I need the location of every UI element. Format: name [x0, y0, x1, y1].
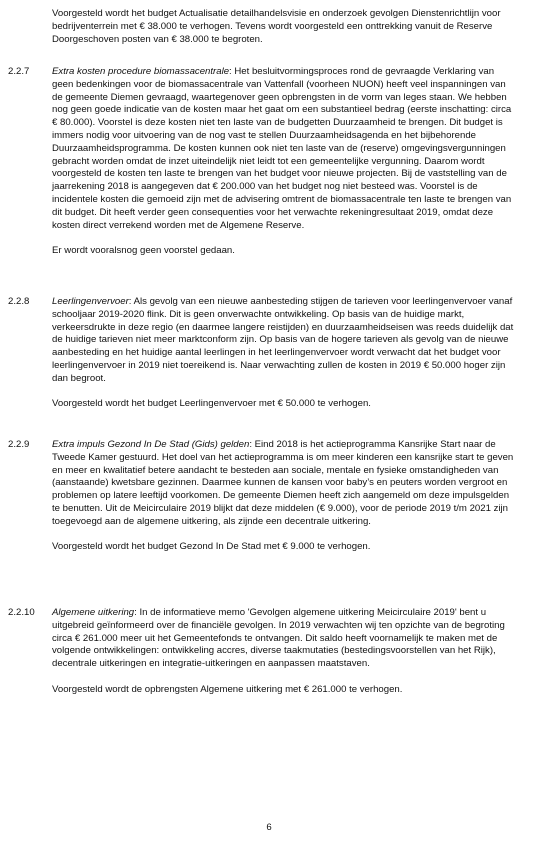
section-content [52, 439, 518, 554]
section-title: Leerlingenvervoer [52, 296, 129, 307]
section-content [52, 296, 518, 411]
section-conclusion: Voorgesteld wordt de opbrengsten Algemene uitkering met € 261.000 te verhogen. [52, 683, 403, 695]
section-conclusion: Voorgesteld wordt het budget Leerlingenvervoer met € 50.000 te verhogen. [52, 398, 371, 410]
intro-paragraph [52, 8, 510, 46]
section-conclusion: Voorgesteld wordt het budget Gezond In De Stad met € 9.000 te verhogen. [52, 541, 371, 553]
section-number: 2.2.9 [8, 439, 30, 450]
section-number: 2.2.7 [8, 66, 30, 77]
section-title: Extra impuls Gezond In De Stad (Gids) gelden [52, 439, 250, 450]
section-content [52, 607, 518, 697]
section-body [52, 607, 518, 671]
section-body [52, 296, 518, 386]
page-number: 6 [266, 822, 272, 833]
section-body [52, 66, 518, 232]
section-body-text: : Het besluitvormingsproces rond de gevraagde Verklaring van geen bedenkingen voor de biomassacentrale van Vattenfall (voorheen NUON) heeft veel inspanningen van de gemeente Diemen gevraagd, waartegenover geen opbrengsten in de vorm van leges staan. We hebben nog geen goede indicatie van de kosten maar het gaat om een substantieel bedrag (eerste inschatting: circa € 80.000). Voorstel is deze kosten niet ten laste van de budgetten Duurzaamheid te brengen. Dit budget is immers nodig voor uitvoering van de nog vast te stellen Duurzaamheidsagenda en het bijbehorende Duurzaamheidsprogramma. De kosten kunnen ook niet ten laste van de (reserve) omgevingsvergunningen gebracht worden omdat de inzet uiteindelijk niet leidt tot een gemeentelijke vergunning. Daarom wordt voorgesteld de kosten ten laste te brengen van het budget voor nieuwe projecten. Bij de vaststelling van de jaarrekening 2018 is aangegeven dat € 200.000 van het budget nog niet besteed was. Voorstel is de incidentele kosten die gemoeid zijn met de advisering omtrent de biomassacentrale ten laste te brengen van dit budget. Dit heeft verder geen consequenties voor het verwachte rekeningresultaat 2019, omdat deze kosten direct verrekend worden met de Algemene Reserve. [52, 66, 512, 231]
section-content [52, 66, 518, 258]
intro-text: Voorgesteld wordt het budget Actualisatie detailhandelsvisie en onderzoek gevolgen Dienstenrichtlijn voor bedrijventerrein met € 38.000 te verhogen. Tevens wordt voorgesteld een onttrekking vanuit de Reserve Doorgeschoven posten van € 38.000 te begroten. [52, 8, 501, 45]
section-title: Extra kosten procedure biomassacentrale [52, 66, 230, 77]
section-number: 2.2.8 [8, 296, 30, 307]
section-body [52, 439, 518, 529]
section-body-text: : Als gevolg van een nieuwe aanbesteding stijgen de tarieven voor leerlingenvervoer vanaf schooljaar 2019-2020 flink. Dit is geen onverwachte ontwikkeling. Op basis van de huidige markt, verkeersdrukte in deze regio (en daarmee langere reistijden) en duurzaamheidseisen was reeds duidelijk dat de huidige tarieven niet meer marktconform zijn. Op basis van de hogere tarieven als gevolg van de nieuwe aanbesteding en het huidige aantal leerlingen in het leerlingenvervoer wordt verwacht dat het budget voor leerlingenvervoer in 2019 niet toereikend is. Naar verwachting zullen de kosten in 2019 € 50.000 hoger zijn dan begroot. [52, 296, 514, 384]
section-number: 2.2.10 [8, 607, 35, 618]
section-conclusion: Er wordt vooralsnog geen voorstel gedaan. [52, 245, 235, 257]
section-body-text: : In de informatieve memo 'Gevolgen algemene uitkering Meicirculaire 2019' bent u uitgebreid geïnformeerd over de financiële gevolgen. In 2019 verwachten wij ten opzichte van de begroting circa € 261.000 meer uit het Gemeentefonds te ontvangen. Dit saldo heeft voornamelijk te maken met de volgende ontwikkelingen: ontwikkeling accres, diverse taakmutaties (bestedingsvoorstellen van het Rijk), decentrale uitkeringen en integratie-uitkeringen en aanpassen maatstaven. [52, 607, 505, 670]
section-title: Algemene uitkering [52, 607, 135, 618]
section-body-text: : Eind 2018 is het actieprogramma Kansrijke Start naar de Tweede Kamer gestuurd. Het doel van het actieprogramma is om meer kinderen een kansrijke start te geven en meer en kwalitatief betere aandacht te besteden aan sociale, mentale en fysieke omstandigheden van (aanstaande) kwetsbare gezinnen. Daarmee kunnen de kansen voor baby’s en peuters worden vergroot en problemen op latere leeftijd voorkomen. De gemeente Diemen heeft zich aangemeld om deze impulsgelden te benutten. Uit de Meicirculaire 2019 blijkt dat deze middelen (€ 9.000), voor de periode 2019 t/m 2021 zijn toegevoegd aan de algemene uitkering, als zijnde een decentrale uitkering. [52, 439, 514, 527]
